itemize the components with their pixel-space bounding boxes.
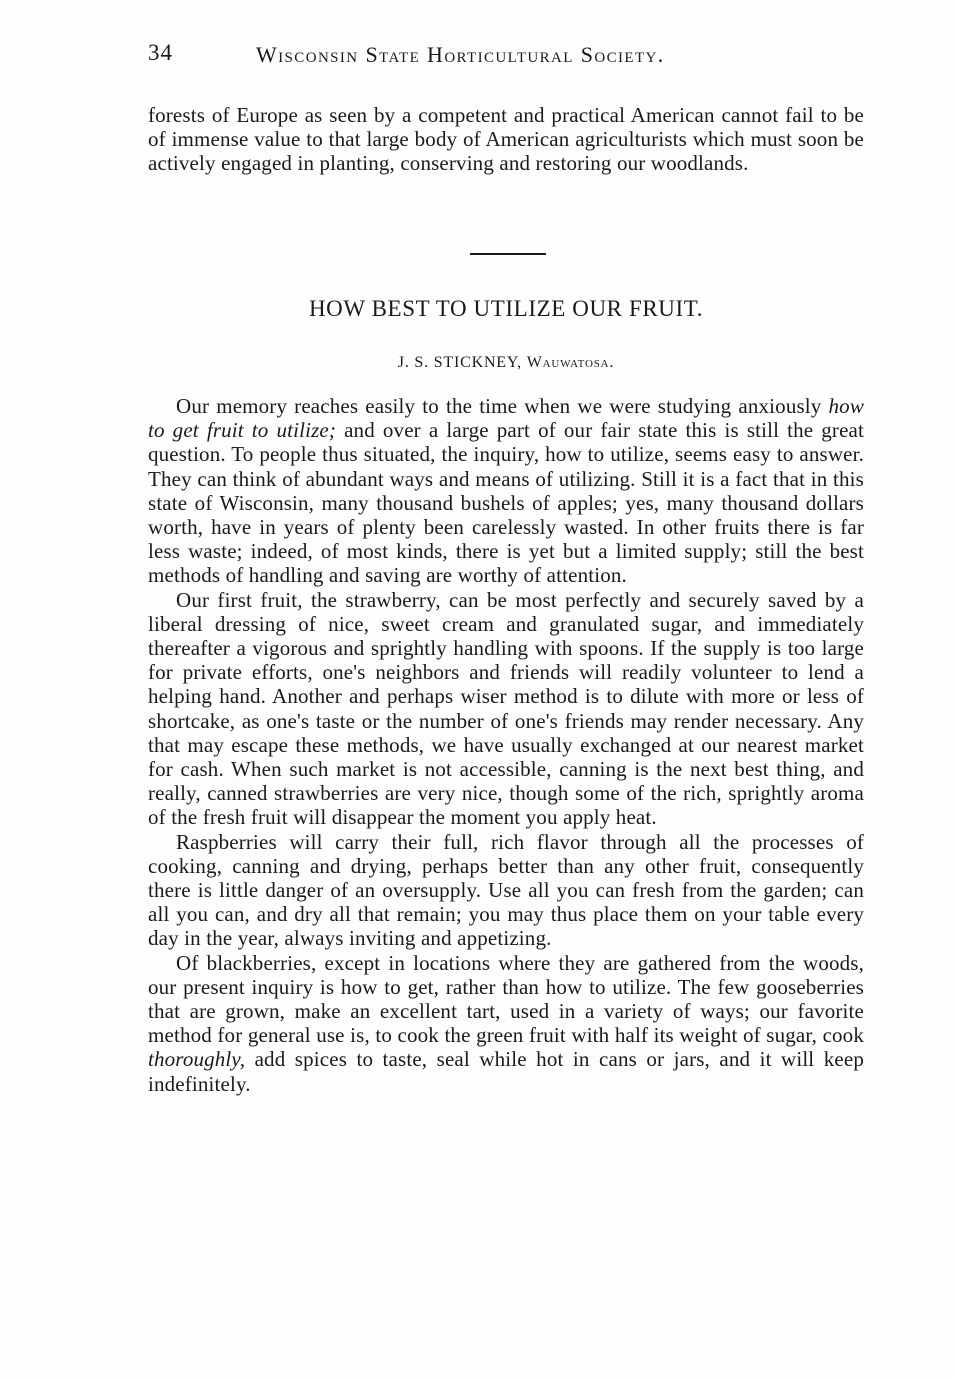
byline [148,354,864,372]
paragraph-4 [148,951,864,1096]
paragraph-4-text-a: Of blackberries, except in locations where they are gathered from the woods, our present inquiry is how to get, rather than how to utilize. The few gooseberries that are grown, make an excellent tart, used in a variety of ways; our favorite method for general use is, to cook the green fruit with half its weight of sugar, cook [148,950,864,1048]
paragraph-1 [148,394,864,588]
page-number: 34 [148,40,173,65]
author-location: Wauwatosa. [526,354,615,371]
carryover-paragraph [148,103,864,176]
paragraph-4-emphasis: thoroughly, [148,1047,246,1072]
article-body [148,394,864,1096]
section-divider [470,253,546,255]
carryover-text: forests of Europe as seen by a competent and practical American cannot fail to be of immense value to that large body of American agriculturists which must soon be actively engaged in planting, conserving and restoring our woodlands. [148,103,864,176]
paragraph-1-text-b: and over a large part of our fair state this is still the great question. To people thus situated, the inquiry, how to utilize, seems easy to answer. They can think of abundant ways and means of utilizing. Still it is a fact that in this state of Wisconsin, many thousand bushels of apples; yes, many thousand dollars worth, have in years of plenty been carelessly wasted. In other fruits there is far less waste; indeed, of most kinds, there is yet but a limited supply; still the best methods of handling and saving are worthy of attention. [148,418,864,588]
paragraph-1-emphasis: how to get fruit to utilize; [148,394,864,443]
journal-title: Wisconsin State Horticultural Society. [256,42,665,67]
paragraph-1-text-a: Our memory reaches easily to the time when we were studying anxiously [176,394,829,418]
paragraph-3: Raspberries will carry their full, rich flavor through all the processes of cooking, canning and drying, perhaps better than any other fruit, consequently there is little danger of an oversupply. Use all you can fresh from the garden; can all you can, and dry all that remain; you may thus place them on your table every day in the year, always inviting and appetizing. [148,829,864,951]
running-head [148,40,778,74]
article-title: HOW BEST TO UTILIZE OUR FRUIT. [308,296,704,321]
author-name: J. S. STICKNEY, [397,354,522,371]
paragraph-2: Our first fruit, the strawberry, can be most perfectly and securely saved by a liberal dressing of nice, sweet cream and granulated sugar, and immediately thereafter a vigorous and sprightly handling with spoons. If the supply is too large for private efforts, one's neighbors and friends will readily volunteer to lend a helping hand. Another and perhaps wiser method is to dilute with more or less of shortcake, as one's taste or the number of one's friends may render necessary. Any that may escape these methods, we have usually exchanged at our nearest market for cash. When such market is not accessible, canning is the next best thing, and really, canned strawberries are very nice, though some of the rich, sprightly aroma of the fresh fruit will disappear the moment you apply heat. [148,587,864,830]
paragraph-4-text-b: add spices to taste, seal while hot in cans or jars, and it will keep indefinitely. [148,1047,864,1096]
